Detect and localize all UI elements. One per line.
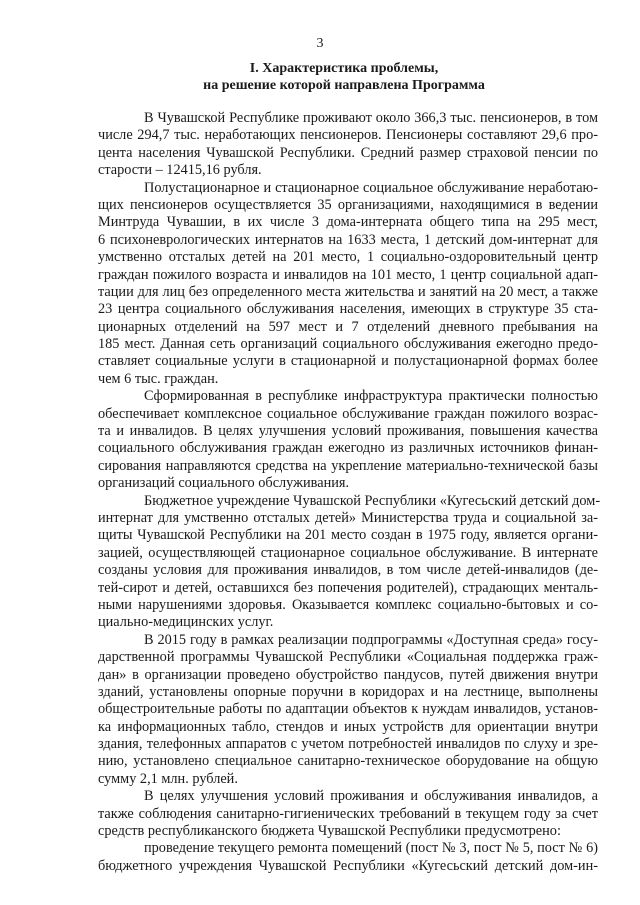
paragraph-line: зацией, осуществляющей стационарное социальное обслуживание. В интернате [98,544,598,561]
body-text [98,110,601,875]
paragraph [98,110,598,180]
paragraph-line: дан» в организации проведено обустройство пандусов, путей движения внутри [98,666,598,683]
paragraph-line: ными нарушениями здоровья. Оказывается комплекс социально-бытовых и со- [98,596,598,613]
paragraph-line: здания, телефонных аппаратов с учетом потребностей инвалидов по слуху и зре- [98,736,598,753]
paragraph-line: ка информационных табло, стендов и иных устройств для ориентации внутри [98,718,598,735]
section-heading [98,60,590,94]
paragraph-line: нию, установлено специальное санитарно-техническое оборудование на общую [98,753,598,770]
paragraph-line: сумму 2,1 млн. рублей. [98,770,238,787]
paragraph-line: 185 мест. Данная сеть организаций социального обслуживания ежегодно предо- [98,336,598,353]
paragraph-line: зданий, установлены опорные поручни в коридорах и на лестнице, выполнены [98,683,598,700]
paragraph [98,840,598,875]
paragraph-line: дарственной программы Чувашской Республики «Социальная поддержка граж- [98,649,598,666]
paragraph-line: щих пенсионеров осуществляется 35 организациями, находящимися в ведении [98,196,598,213]
paragraph-line: сирования направляются средства на укрепление материально-технической базы [98,457,598,474]
paragraph-line: интернат для умственно отсталых детей» Министерства труда и социальной за- [98,509,598,526]
paragraph-line: щиты Чувашской Республики на 201 место создан в 1975 году, является органи- [98,527,598,544]
paragraph-line: средств республиканского бюджета Чувашской Республики предусмотрено: [98,823,561,840]
paragraph-line: Полустационарное и стационарное социальное обслуживание неработаю- [144,179,598,196]
paragraph [98,632,598,789]
paragraph-line: созданы условия для проживания инвалидов, в том числе детей-инвалидов (де- [98,562,598,579]
paragraph-line: числе 294,7 тыс. неработающих пенсионеров. Пенсионеры составляют 29,6 про- [98,127,598,144]
page-number: 3 [316,36,324,51]
paragraph-line: В Чувашской Республике проживают около 366,3 тыс. пенсионеров, в том [144,110,598,126]
paragraph-line: старости – 12415,16 рубля. [98,162,262,179]
paragraph-line: социального обслуживания граждан ежегодно из различных источников финан- [98,440,598,457]
paragraph-line: обеспечивает комплексное социальное обслуживание граждан пожилого возрас- [98,405,598,422]
paragraph-line: проведение текущего ремонта помещений (пост № 3, пост № 5, пост № 6) [144,840,598,857]
paragraph-line: Минтруда Чувашии, в их числе 3 дома-интерната общего типа на 295 мест, [98,214,598,231]
paragraph-line: умственно отсталых детей на 201 место, 1 социально-оздоровительный центр [98,249,598,266]
paragraph-line: тации для лиц без определенного места жительства и занятий на 20 мест, а также [98,283,598,300]
paragraph [98,788,598,840]
paragraph-line: ставляет социальные услуги в стационарной и полустационарной формах более [98,353,598,370]
paragraph-line: 23 центра социального обслуживания населения, имеющих в структуре 35 ста- [98,301,598,318]
paragraph-line: та и инвалидов. В целях улучшения условий проживания, повышения качества [98,423,598,440]
section-heading-line-1: I. Характеристика проблемы, [249,61,439,76]
paragraph-line: бюджетного учреждения Чувашской Республики «Кугесьский детский дом-ин- [98,857,598,874]
paragraph-line: ционарных отделений на 597 мест и 7 отделений дневного пребывания на [98,318,598,335]
paragraph-line: В целях улучшения условий проживания и обслуживания инвалидов, а [144,788,598,805]
section-heading-line-2: на решение которой направлена Программа [203,78,485,93]
paragraph-line: общестроительные работы по адаптации объектов к нуждам инвалидов, установ- [98,701,598,718]
paragraph-line: чем 6 тыс. граждан. [98,370,219,387]
paragraph-line: Бюджетное учреждение Чувашской Республики «Кугесьский детский дом- [144,492,601,509]
paragraph-line: тей-сирот и детей, оставшихся без попечения родителей), страдающих менталь- [98,579,598,596]
paragraph-line: также соблюдения санитарно-гигиенических требований в текущем году за счет [98,805,598,822]
paragraph [98,492,601,632]
paragraph-line: цента населения Чувашской Республики. Средний размер страховой пенсии по [98,144,598,161]
paragraph-line: организаций социального обслуживания. [98,475,350,492]
paragraph [98,388,598,492]
paragraph [98,180,598,389]
paragraph-line: 6 психоневрологических интернатов на 1633 места, 1 детский дом-интернат для [98,231,598,248]
paragraph-line: граждан пожилого возраста и инвалидов на 101 место, 1 центр социальной адап- [98,266,598,283]
paragraph-line: циально-медицинских услуг. [98,614,274,631]
paragraph-line: Сформированная в республике инфраструктура практически полностью [144,388,598,405]
paragraph-line: В 2015 году в рамках реализации подпрограммы «Доступная среда» госу- [144,631,598,648]
